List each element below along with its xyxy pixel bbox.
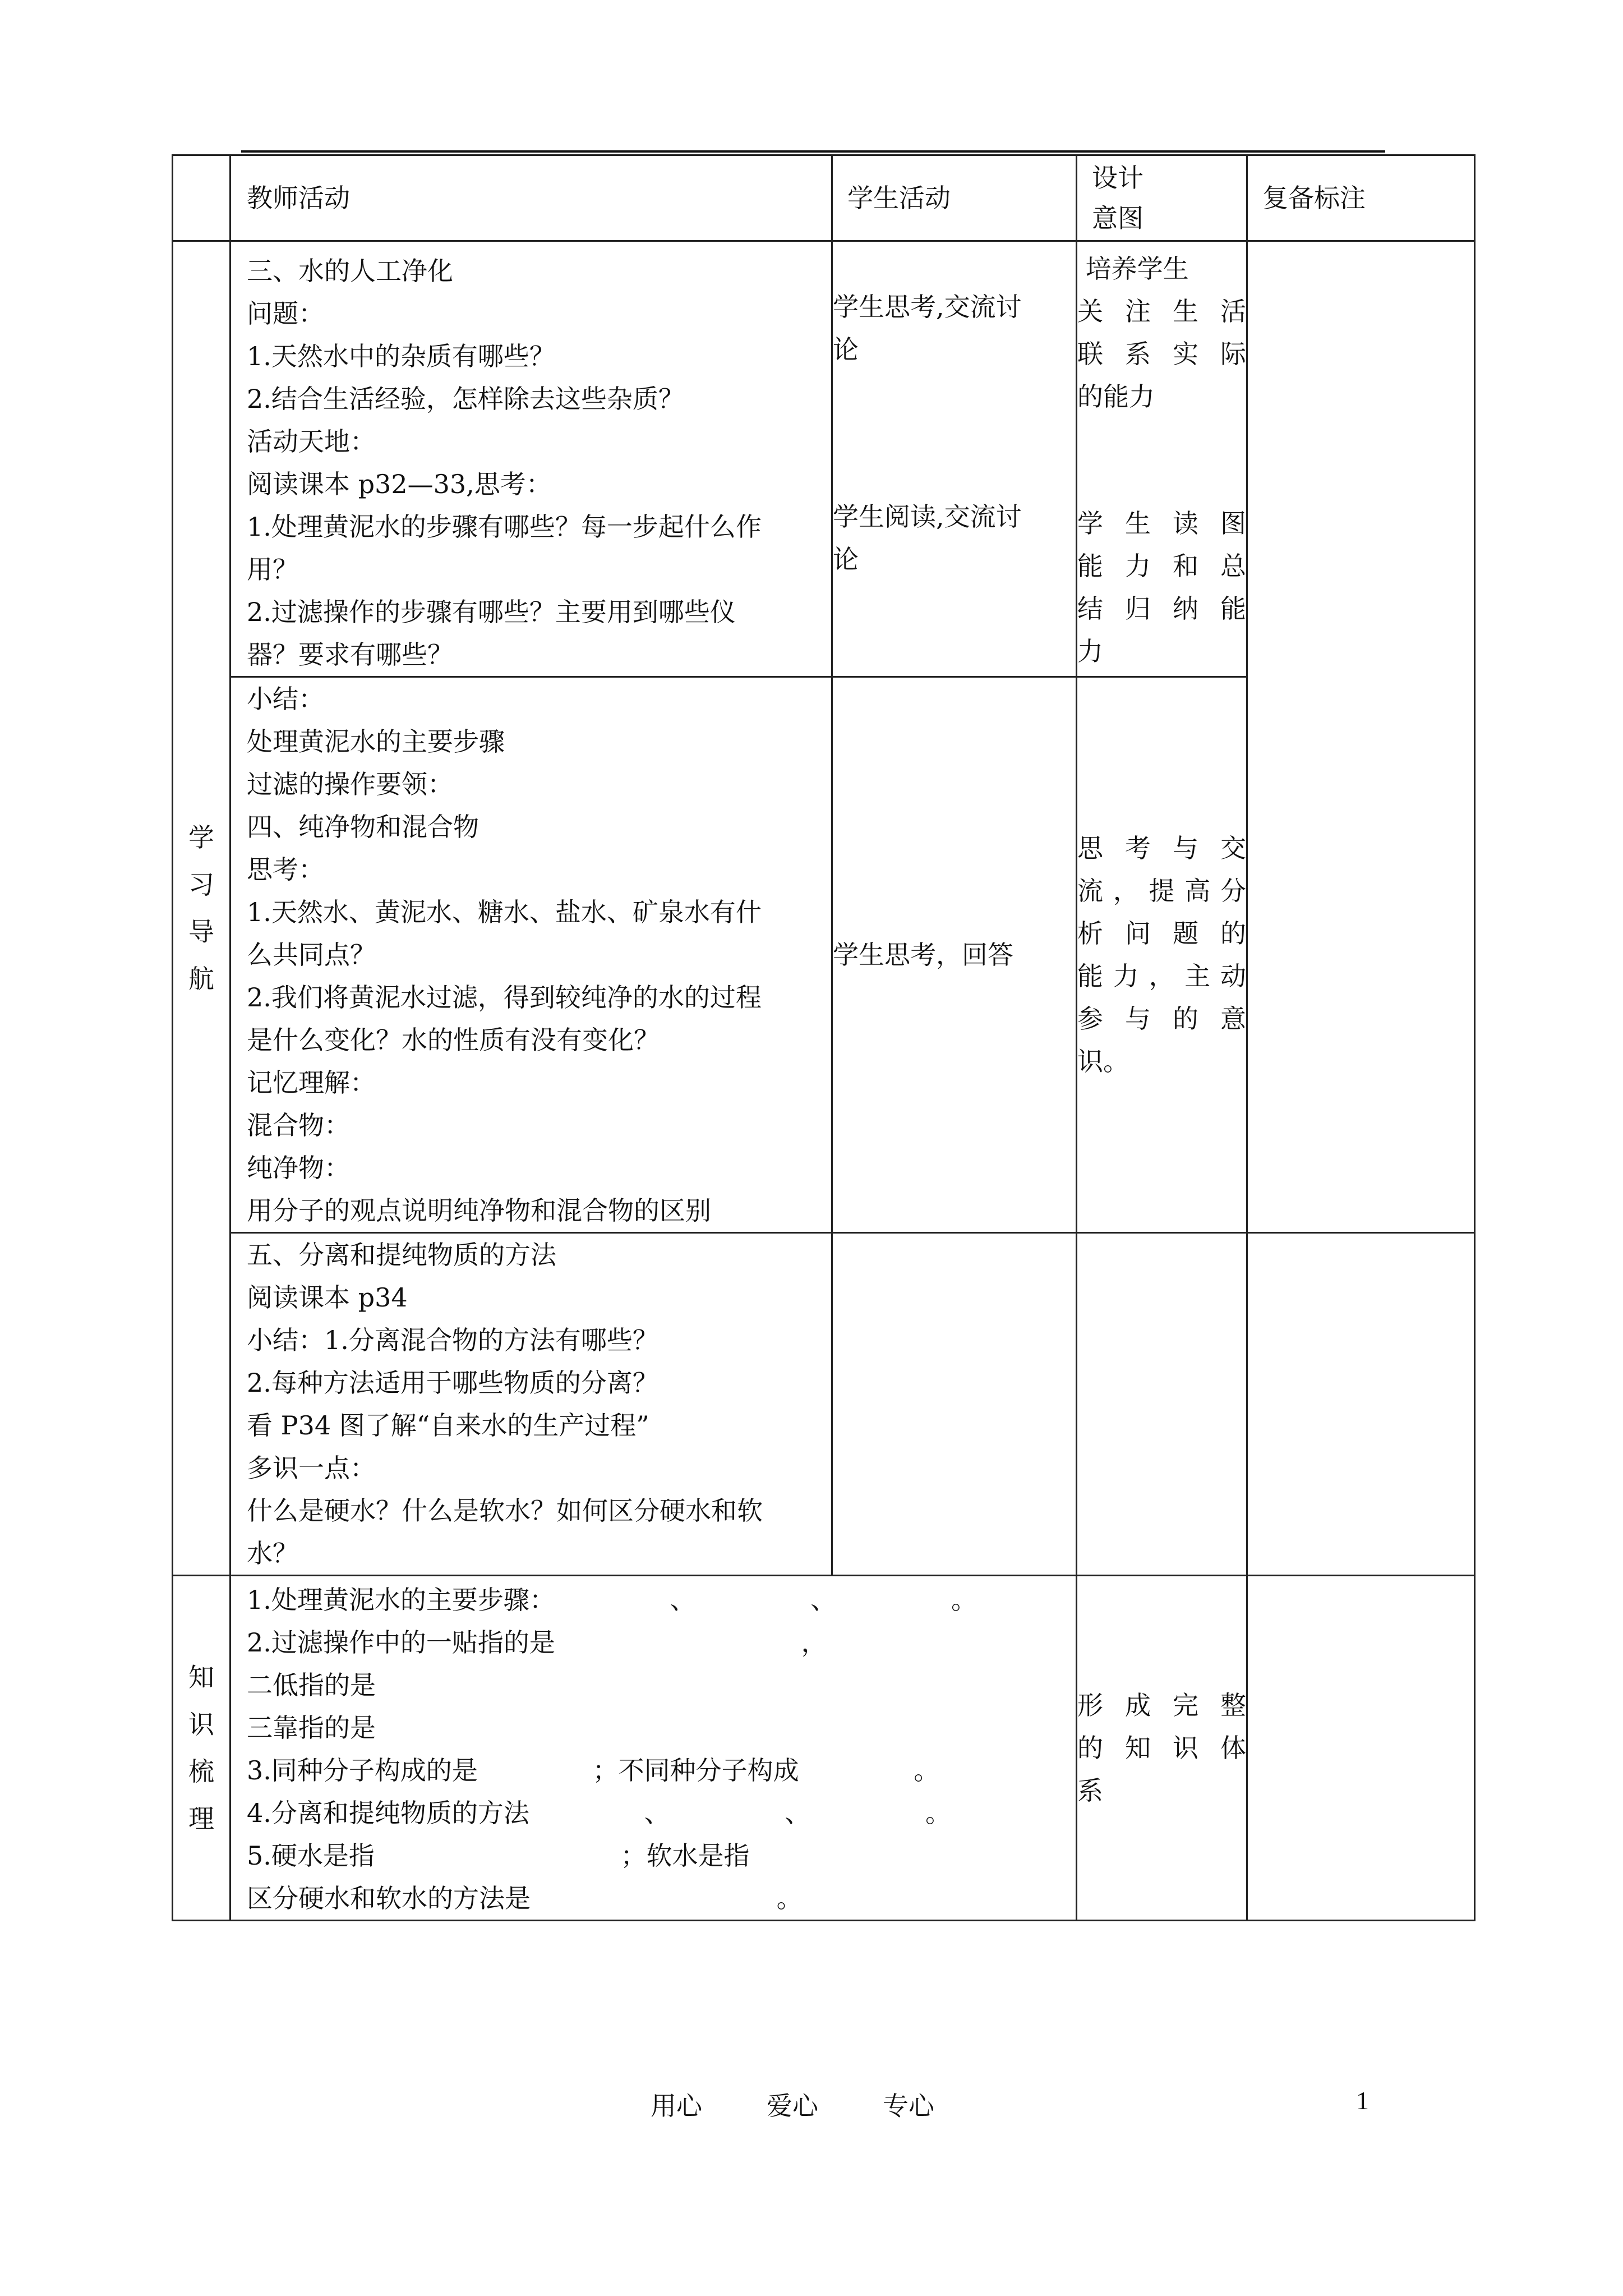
summary-row xyxy=(173,1576,1475,1921)
header-blank-cell xyxy=(173,155,230,241)
design-intent-1: 培养学生 关注生活 联系实际 的能力 学生读图 能力和总 结归纳能 力 xyxy=(1077,241,1247,677)
notes-cell-2 xyxy=(1247,1233,1475,1576)
notes-cell-1 xyxy=(1247,241,1475,1233)
student-activity-3 xyxy=(832,1233,1077,1576)
header-student-activity: 学生活动 xyxy=(832,155,1077,241)
study-row-3 xyxy=(173,1233,1475,1576)
design-intent-2: 思考与交 流，提高分 析问题的 能力，主动 参与的意 识。 xyxy=(1077,677,1247,1233)
design-intent-3 xyxy=(1077,1233,1247,1576)
page-number: 1 xyxy=(1356,2086,1369,2115)
teacher-pure-and-mixed: 小结： 处理黄泥水的主要步骤 过滤的操作要领： 四、纯净物和混合物 思考： 1.天然水、黄泥水、糖水、盐水、矿泉水有什 么共同点？ 2.我们将黄泥水过滤，得到较纯净的水的过程 是什么变化？水的性质有没有变化？ 记忆理解： 混合物： 纯净物： 用分子的观点说明纯净物和混合物的区别 xyxy=(230,677,832,1233)
student-activity-2: 学生思考，回答 xyxy=(832,677,1077,1233)
footer-slogan: 用心 爱心 专心 xyxy=(651,2091,934,2121)
study-guide-label: 学 习 导 航 xyxy=(173,241,230,1576)
notes-cell-3 xyxy=(1247,1576,1475,1921)
teacher-water-purification: 三、水的人工净化 问题： 1.天然水中的杂质有哪些？ 2.结合生活经验，怎样除去这些杂质？ 活动天地： 阅读课本 p32—33,思考： 1.处理黄泥水的步骤有哪些？每一步起什么作 用？ 2.过滤操作的步骤有哪些？主要用到哪些仪 器？要求有哪些？ xyxy=(230,241,832,677)
top-rule xyxy=(241,150,1385,153)
teacher-separation-methods: 五、分离和提纯物质的方法 阅读课本 p34 小结：1.分离混合物的方法有哪些？ 2.每种方法适用于哪些物质的分离？ 看 P34 图了解“自来水的生产过程” 多识一点： 什么是硬水？什么是软水？如何区分硬水和软 水？ xyxy=(230,1233,832,1576)
header-row xyxy=(173,155,1475,241)
header-design-intent: 设计 意图 xyxy=(1077,155,1247,241)
student-activity-1: 学生思考,交流讨 论 学生阅读,交流讨 论 xyxy=(832,241,1077,677)
design-intent-summary: 形成完整 的知识体 系 xyxy=(1077,1576,1247,1921)
header-review-notes: 复备标注 xyxy=(1247,155,1475,241)
header-teacher-activity: 教师活动 xyxy=(230,155,832,241)
study-row-1 xyxy=(173,241,1475,677)
knowledge-summary-label: 知 识 梳 理 xyxy=(173,1576,230,1921)
knowledge-summary-content: 1.处理黄泥水的主要步骤： 、 、 。 2.过滤操作中的一贴指的是 ， 二低指的是 三靠指的是 3.同种分子构成的是 ；不同种分子构成 。 4.分离和提纯物质的方法 、 、 。 5.硬水是指 ；软水是指 区分硬水和软水的方法是 。 xyxy=(230,1576,1077,1921)
lesson-plan-table xyxy=(172,154,1476,1921)
